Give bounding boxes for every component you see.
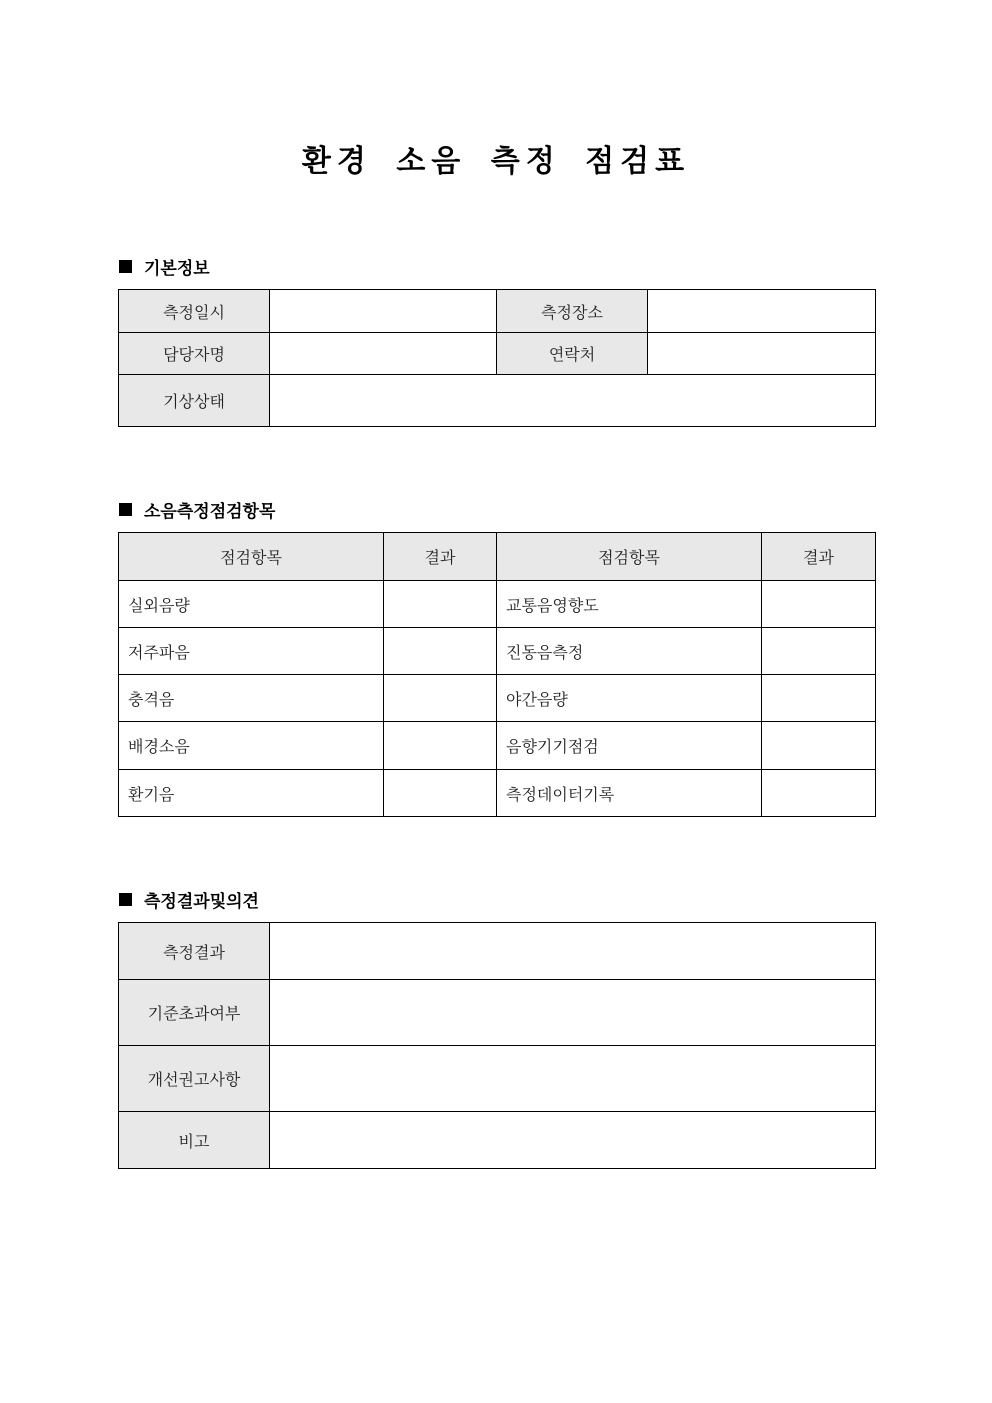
table-row xyxy=(119,1046,876,1112)
section-heading-results xyxy=(119,887,259,912)
table-row xyxy=(119,1112,876,1169)
check-item: 음향기기점검 xyxy=(497,722,762,770)
label-cell: 측정결과 xyxy=(119,923,270,980)
result-field[interactable] xyxy=(762,581,876,628)
result-field[interactable] xyxy=(384,628,497,675)
label-cell: 측정장소 xyxy=(497,290,648,333)
section-heading-checklist xyxy=(119,497,275,522)
result-field[interactable] xyxy=(384,722,497,770)
contact-field[interactable] xyxy=(648,333,876,375)
result-field[interactable] xyxy=(762,770,876,817)
check-item: 야간음량 xyxy=(497,675,762,722)
table-row xyxy=(119,375,876,427)
label-cell: 담당자명 xyxy=(119,333,270,375)
table-row xyxy=(119,333,876,375)
square-bullet-icon xyxy=(119,260,132,273)
check-item: 진동음측정 xyxy=(497,628,762,675)
table-row xyxy=(119,770,876,817)
column-header: 점검항목 xyxy=(119,533,384,581)
document-title: 환경 소음 측정 점검표 xyxy=(301,144,691,179)
remarks-field[interactable] xyxy=(270,1112,876,1169)
measurement-location-field[interactable] xyxy=(648,290,876,333)
table-row xyxy=(119,923,876,980)
check-item: 실외음량 xyxy=(119,581,384,628)
measurement-result-field[interactable] xyxy=(270,923,876,980)
weather-field[interactable] xyxy=(270,375,876,427)
column-header: 점검항목 xyxy=(497,533,762,581)
result-field[interactable] xyxy=(384,581,497,628)
table-row xyxy=(119,581,876,628)
section-heading-basic-info xyxy=(119,254,210,279)
exceeds-standard-field[interactable] xyxy=(270,980,876,1046)
square-bullet-icon xyxy=(119,893,132,906)
label-cell: 기상상태 xyxy=(119,375,270,427)
manager-name-field[interactable] xyxy=(270,333,497,375)
checklist-table xyxy=(118,532,876,817)
result-field[interactable] xyxy=(762,628,876,675)
improvement-recommendation-field[interactable] xyxy=(270,1046,876,1112)
check-item: 환기음 xyxy=(119,770,384,817)
table-row xyxy=(119,290,876,333)
check-item: 충격음 xyxy=(119,675,384,722)
section-title: 기본정보 xyxy=(144,259,210,279)
check-item: 저주파음 xyxy=(119,628,384,675)
table-header-row xyxy=(119,533,876,581)
column-header: 결과 xyxy=(762,533,876,581)
check-item: 배경소음 xyxy=(119,722,384,770)
square-bullet-icon xyxy=(119,503,132,516)
basic-info-table xyxy=(118,289,876,427)
label-cell: 개선권고사항 xyxy=(119,1046,270,1112)
table-row xyxy=(119,722,876,770)
check-item: 교통음영향도 xyxy=(497,581,762,628)
result-field[interactable] xyxy=(384,675,497,722)
table-row xyxy=(119,980,876,1046)
label-cell: 비고 xyxy=(119,1112,270,1169)
table-row xyxy=(119,675,876,722)
check-item: 측정데이터기록 xyxy=(497,770,762,817)
section-title: 소음측정점검항목 xyxy=(144,502,276,522)
measurement-datetime-field[interactable] xyxy=(270,290,497,333)
column-header: 결과 xyxy=(384,533,497,581)
results-table xyxy=(118,922,876,1169)
result-field[interactable] xyxy=(762,675,876,722)
label-cell: 측정일시 xyxy=(119,290,270,333)
result-field[interactable] xyxy=(384,770,497,817)
table-row xyxy=(119,628,876,675)
result-field[interactable] xyxy=(762,722,876,770)
label-cell: 연락처 xyxy=(497,333,648,375)
label-cell: 기준초과여부 xyxy=(119,980,270,1046)
section-title: 측정결과및의견 xyxy=(144,892,259,912)
